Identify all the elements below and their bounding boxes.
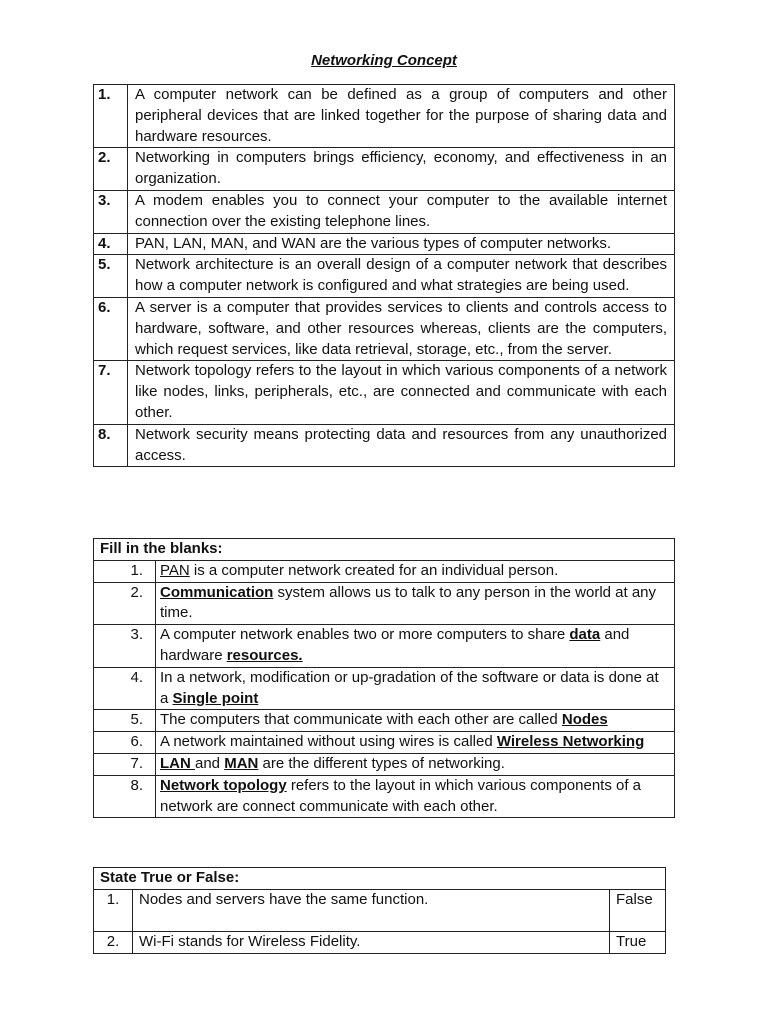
fill-blank-number: 5. — [94, 710, 156, 732]
fill-blank-number: 4. — [94, 667, 156, 710]
fill-blank-sentence — [156, 667, 675, 710]
fill-blank-number: 1. — [94, 560, 156, 582]
concept-row — [94, 297, 675, 360]
true-false-table — [93, 867, 666, 954]
concept-row — [94, 190, 675, 233]
fill-blanks-heading: Fill in the blanks: — [94, 539, 675, 561]
true-false-statement: Wi-Fi stands for Wireless Fidelity. — [133, 931, 610, 953]
true-false-row — [94, 931, 666, 953]
concept-text: Network topology refers to the layout in which various components of a network like nodes, links, peripherals, etc., are connected and communicate with each other. — [128, 361, 675, 424]
concept-row — [94, 361, 675, 424]
sentence-text: refers to the layout in which various components of a network are connect communicate with each other. — [160, 776, 642, 815]
concept-row — [94, 424, 675, 467]
concept-row — [94, 85, 675, 148]
concept-text: Network architecture is an overall design of a computer network that describes how a computer network is configured and what strategies are being used. — [128, 255, 675, 298]
concept-text: Networking in computers brings efficiency, economy, and effectiveness in an organization. — [128, 148, 675, 191]
concept-number: 2. — [94, 148, 128, 191]
fill-blank-sentence — [156, 732, 675, 754]
sentence-text: A computer network enables two or more computers to share — [160, 626, 570, 644]
blank-answer: resources. — [226, 646, 303, 664]
fill-blank-number: 3. — [94, 625, 156, 668]
sentence-text: In a network, modification or up-gradation of the software or data is done at a — [160, 668, 659, 707]
fill-blank-row — [94, 625, 675, 668]
fill-blank-row — [94, 560, 675, 582]
blank-answer: Nodes — [561, 711, 608, 729]
fill-blank-row — [94, 753, 675, 775]
fill-blank-number: 8. — [94, 775, 156, 818]
concept-number: 4. — [94, 233, 128, 255]
fill-blank-row — [94, 667, 675, 710]
concept-text: A computer network can be defined as a group of computers and other peripheral devices that are linked together for the purpose of sharing data and hardware resources. — [128, 85, 675, 148]
true-false-answer: True — [610, 931, 666, 953]
sentence-text: are the different types of networking. — [258, 754, 505, 772]
blank-answer: PAN — [160, 561, 190, 579]
fill-blank-sentence — [156, 775, 675, 818]
concept-number: 3. — [94, 190, 128, 233]
concept-number: 1. — [94, 85, 128, 148]
concepts-table — [93, 84, 675, 467]
concept-row — [94, 255, 675, 298]
concept-text: A server is a computer that provides services to clients and controls access to hardware, software, and other resources whereas, clients are the computers, which request services, like data retrieval, storage, etc., from the server. — [128, 297, 675, 360]
fill-blank-row — [94, 732, 675, 754]
fill-blank-number: 7. — [94, 753, 156, 775]
true-false-heading: State True or False: — [94, 868, 666, 890]
fill-blank-sentence — [156, 560, 675, 582]
blank-answer: data — [569, 626, 601, 644]
fill-blank-sentence — [156, 582, 675, 625]
sentence-text: system allows us to talk to any person in the world at any time. — [160, 583, 657, 622]
sentence-text: is a computer network created for an individual person. — [189, 561, 559, 579]
true-false-row — [94, 889, 666, 931]
concept-number: 6. — [94, 297, 128, 360]
page-title: Networking Concept — [311, 52, 457, 69]
fill-blank-row — [94, 775, 675, 818]
concept-text: PAN, LAN, MAN, and WAN are the various types of computer networks. — [128, 233, 675, 255]
true-false-statement: Nodes and servers have the same function. — [133, 889, 610, 931]
sentence-text: and hardware — [160, 626, 630, 664]
concept-number: 8. — [94, 424, 128, 467]
concept-number: 7. — [94, 361, 128, 424]
blank-answer: LAN — [160, 754, 195, 772]
fill-blank-row — [94, 582, 675, 625]
fill-blank-number: 2. — [94, 582, 156, 625]
fill-blank-number: 6. — [94, 732, 156, 754]
true-false-number: 1. — [94, 889, 133, 931]
true-false-number: 2. — [94, 931, 133, 953]
fill-blank-sentence — [156, 710, 675, 732]
true-false-answer: False — [610, 889, 666, 931]
sentence-text: A network maintained without using wires is called — [160, 733, 497, 751]
fill-blanks-header-row — [94, 539, 675, 561]
sentence-text: The computers that communicate with each other are called — [160, 711, 562, 729]
blank-answer: Wireless Networking — [496, 733, 645, 751]
sentence-text: and — [195, 754, 225, 772]
concept-row — [94, 233, 675, 255]
fill-in-blanks-table — [93, 538, 675, 818]
blank-answer: MAN — [224, 754, 259, 772]
fill-blank-sentence — [156, 753, 675, 775]
blank-answer: Communication — [160, 583, 274, 601]
concept-text: A modem enables you to connect your computer to the available internet connection over the existing telephone lines. — [128, 190, 675, 233]
fill-blank-row — [94, 710, 675, 732]
concept-row — [94, 148, 675, 191]
concept-number: 5. — [94, 255, 128, 298]
fill-blank-sentence — [156, 625, 675, 668]
concept-text: Network security means protecting data and resources from any unauthorized access. — [128, 424, 675, 467]
blank-answer: Single point — [172, 689, 259, 707]
true-false-header-row — [94, 868, 666, 890]
blank-answer: Network topology — [160, 776, 287, 794]
